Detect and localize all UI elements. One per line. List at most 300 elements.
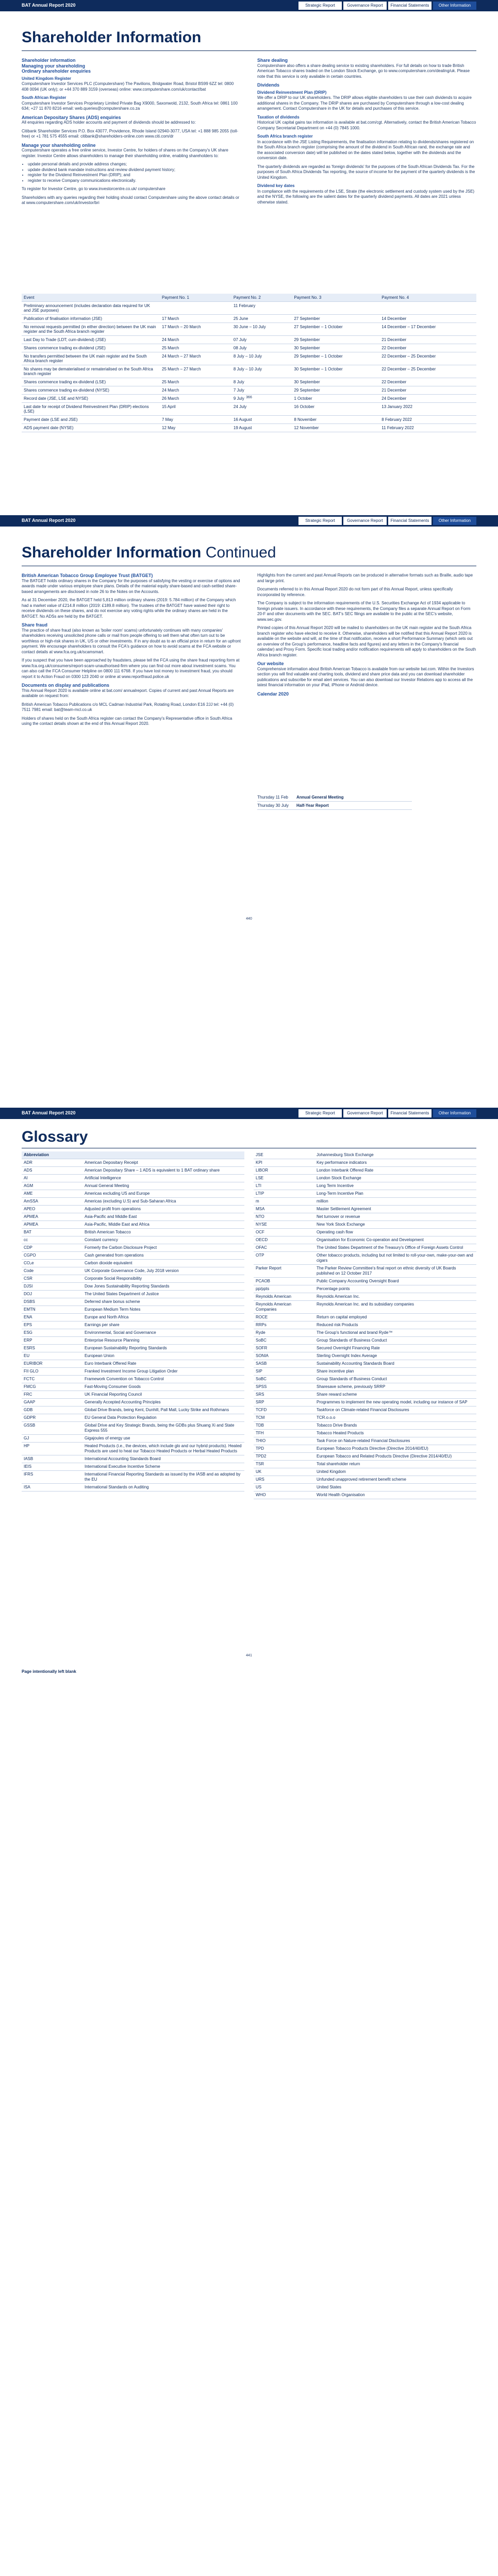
table-cell: ADS payment date (NYSE) — [22, 424, 160, 432]
table-cell: 24 July — [231, 403, 292, 416]
table-row — [22, 378, 476, 386]
glossary-term: TCFD — [254, 1406, 314, 1414]
glossary-row — [22, 1383, 244, 1391]
paragraph: Computershare Investor Services Proprietary Limited Private Bag X9000, Saxonwold, 2132, South Africa tel: 0861 100 634; +27 11 870 8216 email: web.queries@computershare.co.za — [22, 100, 238, 111]
paragraph: Shareholders with any queries regarding their holding should contact Computershare using the above contact details or at www.computershare.com/uk/investor/bri — [22, 195, 240, 205]
glossary-definition: Secured Overnight Financing Rate — [314, 1345, 476, 1352]
glossary-definition: Share reward scheme — [314, 1391, 476, 1399]
glossary-definition: Total shareholder return — [314, 1461, 476, 1468]
paragraph: We offer a DRIP to our UK shareholders. The DRIP allows eligible shareholders to use their cash dividends to acquire additional shares in the Company. The DRIP shares are purchased by Computershare through a low-cost dealing arrangement. Contact Computershare in the UK for details and purchases of this service. — [257, 95, 472, 111]
glossary-definition: International Executive Incentive Scheme — [82, 1463, 244, 1471]
table-row — [22, 315, 476, 323]
glossary-term: KPI — [254, 1159, 314, 1167]
section-heading: American Depositary Shares (ADS) enquiries — [22, 114, 121, 120]
table-cell: 9 July — [231, 395, 292, 403]
glossary-term: LIBOR — [254, 1167, 314, 1175]
glossary-row — [254, 1329, 476, 1337]
glossary-term: URS — [254, 1476, 314, 1484]
glossary-definition: Long Term Incentive — [314, 1182, 476, 1190]
glossary-definition: UK Financial Reporting Council — [82, 1391, 244, 1399]
glossary-row — [254, 1213, 476, 1221]
table-cell: 16 October — [292, 403, 379, 416]
glossary-term: JSE — [254, 1151, 314, 1159]
table-cell: 30 September — [292, 344, 379, 352]
table-row — [22, 344, 476, 352]
table-cell: 8 July — [231, 378, 292, 386]
glossary-term: US — [254, 1484, 314, 1492]
glossary-definition: UK Corporate Governance Code, July 2018 version — [82, 1267, 244, 1275]
glossary-row — [254, 1285, 476, 1293]
table-cell: 21 December — [379, 386, 476, 395]
glossary-row — [22, 1221, 244, 1229]
glossary-term: AME — [22, 1190, 82, 1198]
glossary-row — [254, 1293, 476, 1301]
glossary-definition: Dow Jones Sustainability Reporting Standards — [82, 1283, 244, 1291]
glossary-term: LSE — [254, 1175, 314, 1182]
table-cell: 24 March – 27 March — [160, 352, 231, 365]
paragraph: As at 31 December 2020, the BATGET held 5,813 million ordinary shares (2019: 5.784 million) of the Company which had a market value of £214.8 million (2019: £189.8 million). The trustees of the BATGET have waived their right to receive dividends on these shares, and do not exercise any voting rights while the ordinary shares are held in the BATGET. No ADSs are held by the BATGET. — [22, 598, 236, 619]
glossary-row — [254, 1476, 476, 1484]
glossary-definition: EU General Data Protection Regulation — [82, 1414, 244, 1422]
table-cell: 24 December — [379, 395, 476, 403]
table-cell: 26 March — [160, 395, 231, 403]
glossary-term: Code — [22, 1267, 82, 1275]
glossary-row — [254, 1453, 476, 1461]
table-cell: Payment date (LSE and JSE) — [22, 416, 160, 424]
table-cell: 22 December – 25 December — [379, 365, 476, 378]
tab-other-information[interactable]: Other Information — [433, 2, 476, 10]
glossary-term: TPD2 — [254, 1453, 314, 1461]
glossary-term: ENA — [22, 1314, 82, 1321]
report-title: BAT Annual Report 2020 — [22, 1110, 76, 1115]
glossary-row — [22, 1159, 244, 1167]
glossary-term: EU — [22, 1352, 82, 1360]
glossary-definition: Asia-Pacific, Middle East and Africa — [82, 1221, 244, 1229]
glossary-definition: Organisation for Economic Co-operation and Development — [314, 1236, 476, 1244]
report-title: BAT Annual Report 2020 — [22, 3, 76, 8]
glossary-definition: Franked Investment Income Group Litigation Order — [82, 1368, 244, 1376]
glossary-row — [22, 1213, 244, 1221]
glossary-term: GSSB — [22, 1422, 82, 1435]
glossary-definition: Reynolds American Inc. and its subsidiary companies — [314, 1301, 476, 1314]
glossary-row — [254, 1278, 476, 1285]
tab-other-information[interactable]: Other Information — [433, 1109, 476, 1117]
table-cell: 8 February 2022 — [379, 416, 476, 424]
glossary-row — [254, 1345, 476, 1352]
table-cell: 19 August — [231, 424, 292, 432]
tab-strategic-report[interactable]: Strategic Report — [298, 1109, 342, 1117]
column-header: Payment No. 1 — [160, 294, 231, 302]
glossary-definition: Group Standards of Business Conduct — [314, 1376, 476, 1383]
page-number: 440 — [246, 917, 252, 921]
glossary-definition: World Health Organisation — [314, 1492, 476, 1499]
table-cell: 7 July — [231, 386, 292, 395]
tab-other-information[interactable]: Other Information — [433, 517, 476, 525]
glossary-definition: Environmental, Social and Governance — [82, 1329, 244, 1337]
column-header: Payment No. 4 — [379, 294, 476, 302]
glossary-term: APEO — [22, 1206, 82, 1213]
bullet-list — [22, 162, 241, 183]
glossary-term: SONIA — [254, 1352, 314, 1360]
glossary-row — [254, 1414, 476, 1422]
table-cell: 25 June — [231, 315, 292, 323]
tab-strategic-report[interactable]: Strategic Report — [298, 517, 342, 525]
tab-financial-statements[interactable]: Financial Statements — [388, 1109, 431, 1117]
glossary-row — [22, 1321, 244, 1329]
glossary-term: pp/ppts — [254, 1285, 314, 1293]
right-column — [257, 573, 476, 697]
glossary-definition: Long-Term Incentive Plan — [314, 1190, 476, 1198]
glossary-term: ESG — [22, 1329, 82, 1337]
glossary-row — [254, 1391, 476, 1399]
glossary-definition: Net turnover or revenue — [314, 1213, 476, 1221]
glossary-term: Ryde — [254, 1329, 314, 1337]
glossary-term: CDP — [22, 1244, 82, 1252]
table-cell: 25 March – 27 March — [160, 365, 231, 378]
glossary-term: LTI — [254, 1182, 314, 1190]
glossary-definition: Group Standards of Business Conduct — [314, 1337, 476, 1345]
tab-governance-report[interactable]: Governance Report — [343, 517, 387, 525]
glossary-term: TDB — [254, 1422, 314, 1430]
table-cell: 27 September — [292, 315, 379, 323]
section-tabs — [297, 2, 476, 10]
glossary-term: GJ — [22, 1435, 82, 1443]
glossary-term: ADR — [22, 1159, 82, 1167]
tab-financial-statements[interactable]: Financial Statements — [388, 2, 431, 10]
glossary-row — [254, 1314, 476, 1321]
table-cell: Last date for receipt of Dividend Reinvestment Plan (DRIP) elections (LSE) — [22, 403, 160, 416]
section-heading: South African Register — [22, 95, 67, 100]
glossary-definition: London Stock Exchange — [314, 1175, 476, 1182]
glossary-row — [254, 1198, 476, 1206]
glossary-definition: Public Company Accounting Oversight Board — [314, 1278, 476, 1285]
table-row — [22, 323, 476, 336]
glossary-term: TSR — [254, 1461, 314, 1468]
top-navigation-bar — [0, 1108, 498, 1119]
calendar-table — [257, 793, 412, 810]
table-cell: 12 May — [160, 424, 231, 432]
glossary-row — [254, 1337, 476, 1345]
right-column — [257, 58, 476, 208]
glossary-term: FII GLO — [22, 1368, 82, 1376]
glossary-row — [254, 1265, 476, 1278]
glossary-definition: Asia-Pacific and Middle East — [82, 1213, 244, 1221]
glossary-definition: New York Stock Exchange — [314, 1221, 476, 1229]
glossary-definition: Annual General Meeting — [82, 1182, 244, 1190]
table-cell: 15 April — [160, 403, 231, 416]
glossary-definition: Key performance indicators — [314, 1159, 476, 1167]
list-item: • register to receive Company communications electronically. — [28, 178, 241, 184]
paragraph: Computershare Investor Services PLC (Computershare) The Pavilions, Bridgwater Road, Bristol BS99 6ZZ tel: 0800 408 0094 (UK only); or +44 370 889 3159 (overseas) online: www.computershare.com/uk/contact/bat — [22, 81, 234, 92]
calendar-event: Half-Year Report — [296, 802, 412, 810]
glossary-definition: The Parker Review Committee's final report on ethnic diversity of UK Boards published on 12 October 2017 — [314, 1265, 476, 1278]
glossary-definition: Fast-Moving Consumer Goods — [82, 1383, 244, 1391]
glossary-row — [22, 1182, 244, 1190]
glossary-row — [254, 1182, 476, 1190]
glossary-row — [22, 1190, 244, 1198]
table-cell: 11 February — [231, 302, 292, 315]
glossary-row — [254, 1360, 476, 1368]
tab-governance-report[interactable]: Governance Report — [343, 1109, 387, 1117]
column-header: Payment No. 2 — [231, 294, 292, 302]
paragraph: This Annual Report 2020 is available online at bat.com/ annualreport. Copies of current and past Annual Reports are available on request from: — [22, 688, 234, 698]
glossary-definition: Operating cash flow — [314, 1229, 476, 1236]
glossary-term: AGM — [22, 1182, 82, 1190]
glossary-definition: Framework Convention on Tobacco Control — [82, 1376, 244, 1383]
paragraph: The quarterly dividends are regarded as 'foreign dividends' for the purposes of the South African Dividends Tax. For the purposes of South Africa Dividends Tax reporting, the source of income for the payment of the quarterly dividends is the United Kingdom. — [257, 164, 475, 180]
glossary-definition: Americas (excluding U.S) and Sub-Saharan Africa — [82, 1198, 244, 1206]
glossary-row — [254, 1430, 476, 1437]
glossary-definition: Johannesburg Stock Exchange — [314, 1151, 476, 1159]
paragraph: The BATGET holds ordinary shares in the Company for the purposes of satisfying the vesting or exercise of options and awards made under various employee share plans. Details of the material equity share-based and cash-settled share-based arrangements are disclosed in note 26 to the Notes on the Accounts. — [22, 578, 240, 594]
glossary-definition: United States — [314, 1484, 476, 1492]
table-cell: 8 July – 10 July — [231, 365, 292, 378]
glossary-term: NTO — [254, 1213, 314, 1221]
section-heading: British American Tobacco Group Employee Trust (BATGET) — [22, 573, 153, 578]
glossary-term: CGPO — [22, 1252, 82, 1260]
glossary-term: GDPR — [22, 1414, 82, 1422]
table-cell: 11 February 2022 — [379, 424, 476, 432]
glossary-term: WHO — [254, 1492, 314, 1499]
table-cell: Record date (JSE, LSE and NYSE) — [22, 395, 160, 403]
glossary-term: MSA — [254, 1206, 314, 1213]
glossary-term: EMTN — [22, 1306, 82, 1314]
glossary-definition: Unfunded unapproved retirement benefit scheme — [314, 1476, 476, 1484]
table-cell: 22 December — [379, 344, 476, 352]
glossary-definition: European Union — [82, 1352, 244, 1360]
glossary-term: HP — [22, 1443, 82, 1455]
glossary-term: APMEA — [22, 1221, 82, 1229]
table-cell: 30 September – 1 October — [292, 365, 379, 378]
glossary-term: IASB — [22, 1455, 82, 1463]
table-cell — [292, 302, 379, 315]
glossary-definition: European Medium Term Notes — [82, 1306, 244, 1314]
glossary-row — [254, 1468, 476, 1476]
glossary-definition: Sterling Overnight Index Average — [314, 1352, 476, 1360]
tab-governance-report[interactable]: Governance Report — [343, 2, 387, 10]
table-cell: 08 July — [231, 344, 292, 352]
glossary-definition: Reynolds American Inc. — [314, 1293, 476, 1301]
glossary-row — [22, 1406, 244, 1414]
glossary-term: ISA — [22, 1484, 82, 1492]
glossary-term: DOJ — [22, 1291, 82, 1298]
calendar-row — [257, 802, 412, 810]
glossary-row — [22, 1414, 244, 1422]
glossary-definition: Constant currency — [82, 1236, 244, 1244]
paragraph: Holders of shares held on the South Africa register can contact the Company's Representative office in South Africa using the contact details shown at the end of this Annual Report 2020. — [22, 716, 233, 726]
glossary-term: FMCG — [22, 1383, 82, 1391]
glossary-definition: European Tobacco Products Directive (Directive 2014/40/EU) — [314, 1445, 476, 1453]
left-column — [22, 58, 241, 209]
section-heading: Dividends — [257, 82, 280, 88]
page-title: Glossary — [22, 1128, 88, 1145]
table-row — [22, 302, 476, 315]
column-header: Event — [22, 294, 160, 302]
glossary-definition: Tobacco Drive Brands — [314, 1422, 476, 1430]
glossary-row — [254, 1151, 476, 1159]
glossary-definition: Gigajoules of energy use — [82, 1435, 244, 1443]
table-cell: 22 December – 25 December — [379, 352, 476, 365]
section-heading: Share fraud — [22, 622, 48, 628]
glossary-table-left — [22, 1151, 244, 1492]
glossary-definition: International Accounting Standards Board — [82, 1455, 244, 1463]
left-column — [22, 573, 241, 730]
table-cell: 14 December — [379, 315, 476, 323]
glossary-term: ERP — [22, 1337, 82, 1345]
table-cell: 24 March — [160, 386, 231, 395]
table-cell: 24 March — [160, 336, 231, 344]
glossary-row — [22, 1252, 244, 1260]
glossary-definition: Return on capital employed — [314, 1314, 476, 1321]
glossary-row — [254, 1383, 476, 1391]
section-heading: Taxation of dividends — [257, 114, 300, 120]
glossary-row — [22, 1206, 244, 1213]
glossary-definition: Carbon dioxide equivalent — [82, 1260, 244, 1267]
table-cell: No transfers permitted between the UK main register and the South Africa branch register — [22, 352, 160, 365]
paragraph: Computershare operates a free online service, Investor Centre, for holders of shares on the Company's UK share register. Investor Centre allows shareholders to manage their shareholding online, enabling shareholders to: — [22, 148, 228, 158]
tab-financial-statements[interactable]: Financial Statements — [388, 517, 431, 525]
glossary-term: FRC — [22, 1391, 82, 1399]
paragraph: British American Tobacco Publications c/o MCL Cadman Industrial Park, Rotating Road, London E16 2JJ tel: +44 (0) 7511 7981 email: bat@team-mcl.co.uk — [22, 702, 234, 712]
section-heading: Dividend key dates — [257, 183, 295, 188]
glossary-row — [22, 1167, 244, 1175]
tab-strategic-report[interactable]: Strategic Report — [298, 2, 342, 10]
glossary-term: SoBC — [254, 1376, 314, 1383]
glossary-row — [254, 1321, 476, 1329]
glossary-definition: Other tobacco products, including but not limited to roll-your-own, make-your-own and cigars — [314, 1252, 476, 1265]
glossary-row — [254, 1445, 476, 1453]
glossary-term: AI — [22, 1175, 82, 1182]
list-item: • update personal details and provide address changes; — [28, 162, 241, 167]
table-cell: Shares commence trading ex-dividend (LSE) — [22, 378, 160, 386]
paragraph: In compliance with the requirements of the LSE, Strate (the electronic settlement and custody system used by the JSE) and the NYSE, the following are the salient dates for the quarterly dividend payments. All dates are 2021 unless otherwise stated. — [257, 189, 475, 205]
glossary-row — [22, 1314, 244, 1321]
table-cell: 8 November — [292, 416, 379, 424]
table-cell: 21 December — [379, 336, 476, 344]
glossary-row — [254, 1206, 476, 1213]
glossary-row — [254, 1244, 476, 1252]
list-item: • register for the Dividend Reinvestment Plan (DRIP); and — [28, 173, 241, 178]
glossary-row — [22, 1229, 244, 1236]
table-row — [22, 416, 476, 424]
glossary-term: TPD — [254, 1445, 314, 1453]
glossary-term: IEIS — [22, 1463, 82, 1471]
glossary-row — [22, 1244, 244, 1252]
glossary-row — [254, 1159, 476, 1167]
glossary-term: GDB — [22, 1406, 82, 1414]
glossary-row — [22, 1298, 244, 1306]
glossary-row — [254, 1221, 476, 1229]
glossary-row — [22, 1368, 244, 1376]
table-cell: Last Day to Trade (LDT; cum-dividend) (JSE) — [22, 336, 160, 344]
glossary-definition: Artificial Intelligence — [82, 1175, 244, 1182]
glossary-row — [22, 1399, 244, 1406]
glossary-definition: TCR.o.o.o — [314, 1414, 476, 1422]
table-cell: 8 July – 10 July — [231, 352, 292, 365]
glossary-definition: Global Drive Brands, being Kent, Dunhill, Pall Mall, Lucky Strike and Rothmans — [82, 1406, 244, 1414]
glossary-row — [254, 1190, 476, 1198]
table-cell: 07 July — [231, 336, 292, 344]
glossary-term: OTP — [254, 1252, 314, 1265]
glossary-definition: The United States Department of the Treasury's Office of Foreign Assets Control — [314, 1244, 476, 1252]
glossary-term: SRS — [254, 1391, 314, 1399]
section-heading: Calendar 2020 — [257, 691, 289, 697]
glossary-row — [22, 1198, 244, 1206]
column-header: Payment No. 3 — [292, 294, 379, 302]
paragraph: Printed copies of this Annual Report 2020 will be mailed to shareholders on the UK main register and the South Africa branch register who have elected to receive it. Otherwise, shareholders will be notified that this Annual Report 2020 is available on the website and will, at the time of that notification, receive a short Performance Summary (which sets out an overview of the Group's performance, headline facts and figures) and any letters in the Company's financial calendar) and Proxy Form. Specific local trading and/or notification requirements will apply to shareholders on the South Africa branch register. — [257, 625, 476, 657]
glossary-definition: Task Force on Nature-related Financial Disclosures — [314, 1437, 476, 1445]
glossary-definition: Generally Accepted Accounting Principles — [82, 1399, 244, 1406]
table-cell: 1 October — [292, 395, 379, 403]
glossary-row — [254, 1484, 476, 1492]
glossary-term: EURIBOR — [22, 1360, 82, 1368]
glossary-definition: The United States Department of Justice — [82, 1291, 244, 1298]
glossary-row — [22, 1236, 244, 1244]
glossary-term: OFAC — [254, 1244, 314, 1252]
section-heading: Our website — [257, 661, 284, 666]
table-cell: Preliminary announcement (includes declaration data required for UK and JSE purposes) — [22, 302, 160, 315]
table-cell: 12 November — [292, 424, 379, 432]
table-cell: 27 September – 1 October — [292, 323, 379, 336]
glossary-row — [254, 1406, 476, 1414]
glossary-definition: Programmes to implement the new operating model, including our instance of SAP — [314, 1399, 476, 1406]
glossary-definition: Percentage points — [314, 1285, 476, 1293]
glossary-term: NYSE — [254, 1221, 314, 1229]
glossary-definition: British American Tobacco — [82, 1229, 244, 1236]
table-cell: 7 May — [160, 416, 231, 424]
table-cell: 13 January 2022 — [379, 403, 476, 416]
page-shareholder-information-continued — [0, 515, 498, 927]
glossary-row — [22, 1391, 244, 1399]
table-cell: 30 September — [292, 378, 379, 386]
glossary-term: AmSSA — [22, 1198, 82, 1206]
glossary-term: TFH — [254, 1430, 314, 1437]
calendar-event: Annual General Meeting — [296, 793, 412, 802]
table-cell: No shares may be dematerialised or rematerialised on the South Africa branch register — [22, 365, 160, 378]
glossary-row — [254, 1422, 476, 1430]
glossary-definition: International Standards on Auditing — [82, 1484, 244, 1492]
section-heading: Share dealing — [257, 58, 288, 63]
glossary-row — [22, 1275, 244, 1283]
table-header-row — [22, 294, 476, 302]
table-cell: 17 March – 20 March — [160, 323, 231, 336]
glossary-row — [22, 1435, 244, 1443]
glossary-term: IFRS — [22, 1471, 82, 1484]
section-tabs — [297, 1109, 476, 1117]
glossary-term: SPSS — [254, 1383, 314, 1391]
glossary-term: SRP — [254, 1399, 314, 1406]
glossary-term: cc — [22, 1236, 82, 1244]
glossary-row — [254, 1352, 476, 1360]
glossary-definition: Americas excluding US and Europe — [82, 1190, 244, 1198]
glossary-term: SIP — [254, 1368, 314, 1376]
glossary-definition: Share incentive plan — [314, 1368, 476, 1376]
glossary-term: GAAP — [22, 1399, 82, 1406]
page-title: Shareholder Information — [22, 29, 202, 46]
top-navigation-bar — [0, 515, 498, 527]
table-header-cell: Abbreviation — [22, 1151, 244, 1159]
glossary-term: SoBC — [254, 1337, 314, 1345]
glossary-row — [254, 1229, 476, 1236]
glossary-definition: Tobacco Heated Products — [314, 1430, 476, 1437]
glossary-row — [22, 1306, 244, 1314]
section-heading: South Africa branch register — [257, 134, 313, 139]
glossary-row — [22, 1443, 244, 1455]
section-tabs — [297, 517, 476, 525]
top-navigation-bar — [0, 0, 498, 11]
glossary-term: UK — [254, 1468, 314, 1476]
dividend-key-dates-table — [22, 294, 476, 432]
